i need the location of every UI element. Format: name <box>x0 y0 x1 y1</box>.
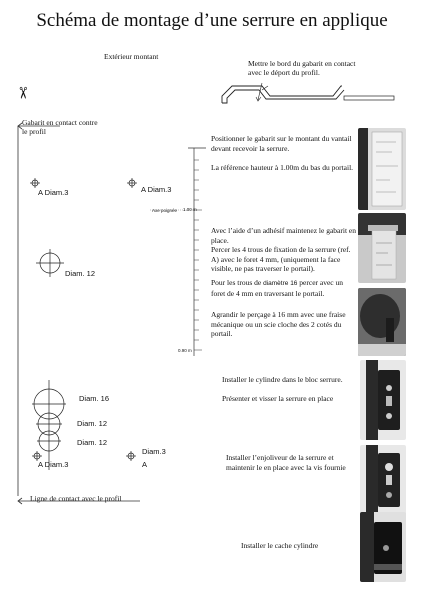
step7-text: Installer le cache cylindre <box>241 541 319 550</box>
hole-diam12-mid-label: Diam. 12 <box>77 419 108 428</box>
contact-line-label: Ligne de contact avec le profil <box>30 494 122 503</box>
hole-diam16-label: Diam. 16 <box>79 394 110 403</box>
step1-text-b: La référence hauteur à 1.00m du bas du portail. <box>211 163 354 172</box>
photo-escutcheon <box>360 445 406 515</box>
height-090-label: 0.90 m <box>178 348 192 353</box>
hole-diam12-top-label: Diam. 12 <box>65 269 96 278</box>
step5-text-a: Installer le cylindre dans le bloc serrure. <box>222 375 343 384</box>
photo-lock-install <box>360 360 406 440</box>
exterior-label: Extérieur montant <box>104 52 159 61</box>
hole-diam3-bottom-right-label: Diam.3 <box>142 447 166 456</box>
photo-gauge-positioning <box>358 128 406 210</box>
page-title: Schéma de montage d’une serrure en applique <box>36 10 388 31</box>
hole-diam12-low-label: Diam. 12 <box>77 438 108 447</box>
edge-note: Mettre le bord du gabarit en contact avec le déport du profil. <box>248 59 356 77</box>
step1-text-a: Positionner le gabarit sur le montant du vantail devant recevoir la serrure. <box>211 134 352 153</box>
photo-cylinder-cover <box>360 512 406 582</box>
step6-text: Installer l’enjoliveur de la serrure et maintenir le en place avec la vis fournie <box>226 453 346 472</box>
hole-a-bottom-left-label: A Diam.3 <box>38 460 69 469</box>
hole-a-bottom-right-label: A <box>142 460 148 469</box>
height-100-label: 1.00 m <box>183 207 197 212</box>
photo-tape-gauge <box>358 213 406 283</box>
step3-text-b: Pour les trous de diamètre 16 percer avec un foret de 4 mm en traversant le portail. <box>211 278 344 298</box>
step3-text-a: Percer les 4 trous de fixation de la serrure (ref. A) avec le foret 4 mm, (uniquement la face visible, ne pas traverser le portail). <box>211 245 351 273</box>
step4-text: Agrandir le perçage à 16 mm avec une fraise mécanique ou un scie cloche des 2 cotés du portail. <box>211 310 346 338</box>
hole-a-left-label: A Diam.3 <box>38 188 69 197</box>
handle-axis-label: Axe poignée <box>152 208 178 213</box>
scissors-icon: ✂ <box>13 86 31 100</box>
step5-text-b: Présenter et visser la serrure en place <box>222 394 334 403</box>
step2-text: Avec l’aide d’un adhésif maintenez le gabarit en place. <box>211 226 357 245</box>
gauge-contact-label: Gabarit en contact contre le profil <box>22 118 98 136</box>
photo-drilling <box>358 288 406 356</box>
hole-a-right-label: A Diam.3 <box>141 185 172 194</box>
